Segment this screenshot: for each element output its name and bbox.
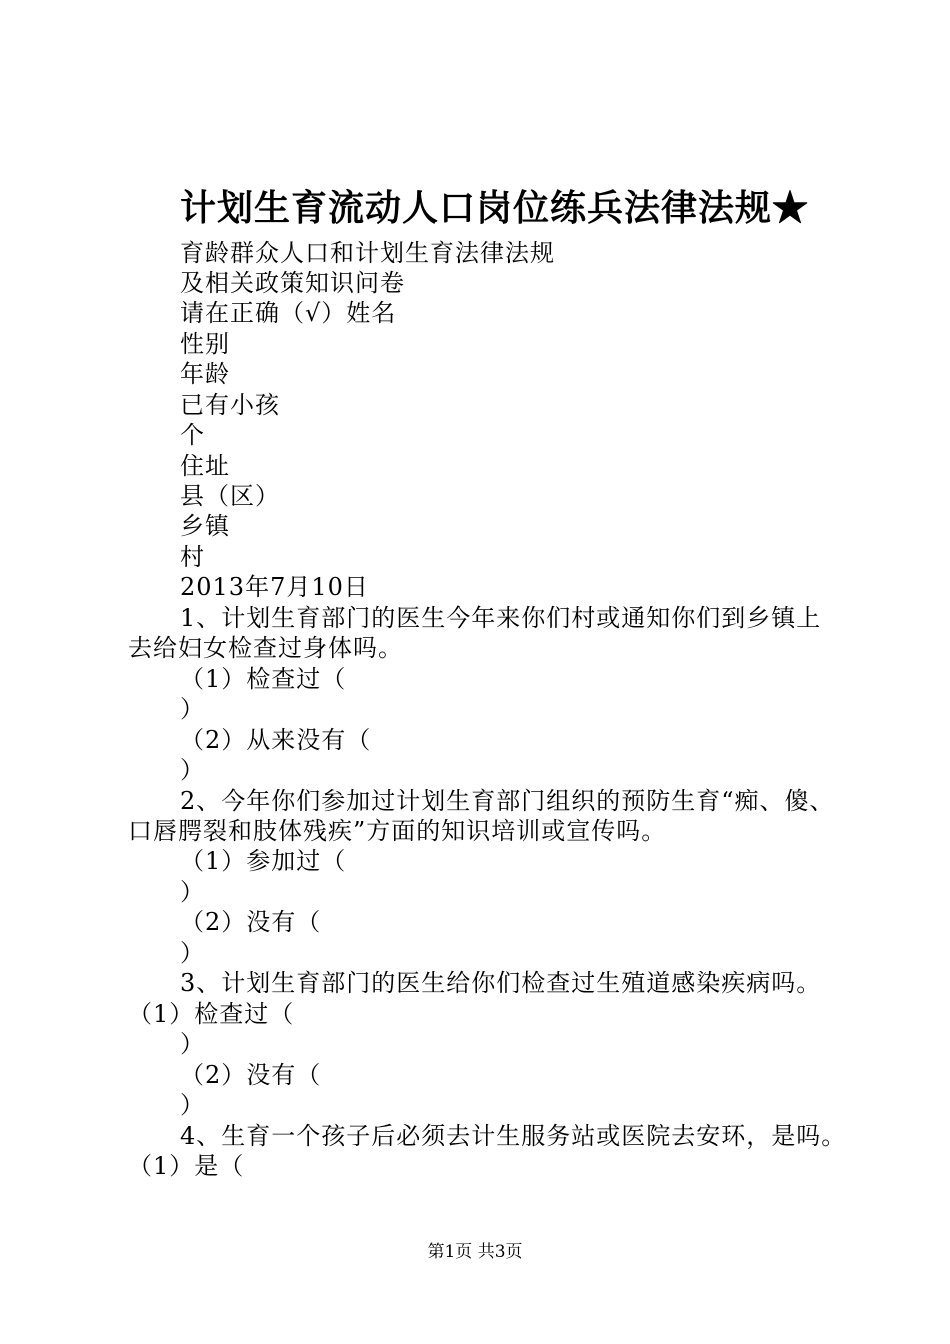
option-line: （1）检查过（: [128, 1000, 295, 1028]
text-line: 性别: [180, 330, 230, 358]
text-line: 及相关政策知识问卷: [180, 269, 405, 297]
question-3: 3、计划生育部门的医生给你们检查过生殖道感染疾病吗。: [180, 969, 822, 997]
text-line: 县（区）: [180, 482, 280, 510]
document-title: 计划生育流动人口岗位练兵法律法规★: [180, 187, 810, 229]
text-line: 村: [180, 543, 205, 571]
option-bracket: ）: [180, 878, 205, 906]
option-line: （2）没有（: [180, 1061, 322, 1089]
date-line: 2013年7月10日: [180, 573, 369, 601]
page-footer: 第1页 共3页: [427, 1242, 523, 1262]
option-line: （1）参加过（: [180, 847, 347, 875]
option-bracket: ）: [180, 756, 205, 784]
option-bracket: ）: [180, 939, 205, 967]
question-4: 4、生育一个孩子后必须去计生服务站或医院去安环，是吗。: [180, 1122, 847, 1150]
question-2-continued: 口唇腭裂和肢体残疾”方面的知识培训或宣传吗。: [128, 817, 667, 845]
option-line: （2）没有（: [180, 908, 322, 936]
text-line: 已有小孩: [180, 391, 280, 419]
text-line: 住址: [180, 452, 230, 480]
option-bracket: ）: [180, 1091, 205, 1119]
text-line: 乡镇: [180, 512, 230, 540]
question-1: 1、计划生育部门的医生今年来你们村或通知你们到乡镇上: [180, 604, 822, 632]
text-line: 个: [180, 421, 205, 449]
question-1-continued: 去给妇女检查过身体吗。: [128, 634, 403, 662]
text-line: 年龄: [180, 360, 230, 388]
text-line: 育龄群众人口和计划生育法律法规: [180, 239, 555, 267]
option-line: （1）是（: [128, 1152, 245, 1180]
question-2: 2、今年你们参加过计划生育部门组织的预防生育“痴、傻、: [180, 787, 835, 815]
option-line: （1）检查过（: [180, 665, 347, 693]
option-bracket: ）: [180, 695, 205, 723]
option-line: （2）从来没有（: [180, 726, 372, 754]
text-line: 请在正确（√）姓名: [180, 299, 397, 327]
option-bracket: ）: [180, 1030, 205, 1058]
